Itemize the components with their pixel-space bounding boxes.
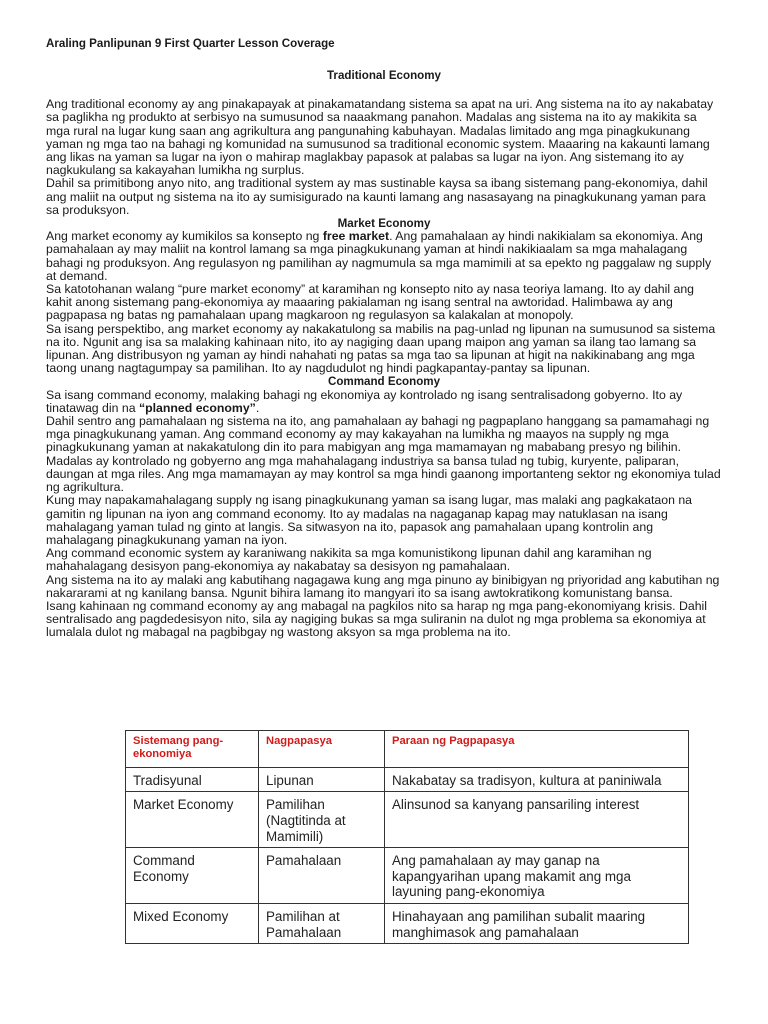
section-title-command: Command Economy — [327, 375, 441, 389]
table-cell: Command Economy — [126, 848, 259, 904]
paragraph: Isang kahinaan ng command economy ay ang mabagal na pagkilos nito sa harap ng mga pang-ekonomiyang krisis. Dahil sentralisado ang pagdedesisyon nito, sila ay nagiging bukas sa mga suliranin na dulot ng mga problema sa ekonomiya at lumalala dulot ng mabagal na pagbibgay ng wastong aksyon sa mga problema na ito. — [46, 598, 708, 640]
table-cell: Market Economy — [126, 792, 259, 848]
table-header-row — [126, 731, 689, 768]
paragraph: Sa katotohanan walang “pure market economy” at karamihan ng konsepto nito ay nasa teoriya lamang. Ito ay dahil ang kahit anong sistemang pang-ekonomiya ay maaaring pakialaman ng isang sentral na awtoridad. Halimbawa ay ang pagpapasa ng batas ng pamahalaan upang magkaroon ng regulasyon sa kalakalan at monopoly. — [46, 282, 695, 323]
paragraph: Kung may napakamahalagang supply ng isang pinagkukunang yaman sa isang lugar, mas malaki ang pagkakataon na gamitin ng lipunan na iyon ang command economy. Ito ay madalas na nagaganap kapag may natuklasan na isang mahalagang yaman tulad ng ginto at langis. Sa sitwasyon na ito, papasok ang pamahalaan upang kontrolin ang mahalagang pinagkukunang yaman na iyon. — [46, 493, 693, 547]
table-cell: Nakabatay sa tradisyon, kultura at paniniwala — [385, 767, 689, 792]
table-cell: Tradisyunal — [126, 767, 259, 792]
paragraph: Ang command economic system ay karaniwang nakikita sa mga komunistikong lipunan dahil ang karamihan ng mahahalagang desisyon pang-ekonomiya ay nakabatay sa desisyon ng pamahalaan. — [46, 546, 652, 574]
document-title: Araling Panlipunan 9 First Quarter Lesson Coverage — [46, 37, 335, 50]
economic-systems-table — [125, 730, 689, 944]
bold-term: free market — [322, 229, 390, 244]
table-cell: Hinahayaan ang pamilihan subalit maaring manghimasok ang pamahalaan — [385, 903, 689, 943]
table-header-cell: Sistemang pang-ekonomiya — [126, 731, 259, 768]
table-cell: Pamahalaan — [259, 848, 385, 904]
paragraph: Dahil sentro ang pamahalaan ng sistema na ito, ang pamahalaan ay bahagi ng pagpaplano hanggang sa pamamahagi ng mga pinagkukunang yaman. Ang command economy ay may kakayahan na lumikha ng maayos na supply ng mga pinagkukunang yaman at nakakatulong din ito para mabigyan ang mga mamamayan ng mababang presyo ng bilihin. Madalas ay kontrolado ng gobyerno ang mga mahahalagang industriya sa bansa tulad ng tubig, kuryente, paliparan, daungan at mga riles. Ang mga mamamayan ay may kontrol sa mga hindi gaanong importanteng sektor ng ekonomiya tulad ng agrikultura. — [46, 414, 721, 495]
paragraph: Ang sistema na ito ay malaki ang kabutihang nagagawa kung ang mga pinuno ay binibigyan ng priyoridad ang kabutihan ng nakararami at ng kanilang bansa. Ngunit bihira lamang ito mangyari ito sa isang awtokratikong komunistang bansa. — [46, 572, 720, 600]
table-row — [126, 848, 689, 904]
table-cell: Lipunan — [259, 767, 385, 792]
paragraph: Ang market economy ay kumikilos sa konsepto ng free market. Ang pamahalaan ay hindi nakikialam sa ekonomiya. Ang pamahalaan ay may maliit na kontrol lamang sa mga pinagkukunang yaman at hindi nakikiaalam sa mga mahalagang bahagi ng produksyon. Ang regulasyon ng pamilihan ay nagmumula sa mga mamimili at sa epekto ng paggalaw ng supply at demand. — [46, 229, 712, 283]
section-title-traditional: Traditional Economy — [326, 69, 442, 82]
table-cell: Pamilihan at Pamahalaan — [259, 903, 385, 943]
table-header-cell: Paraan ng Pagpapasya — [385, 731, 689, 768]
paragraph: Sa isang perspektibo, ang market economy ay nakakatulong sa mabilis na pag-unlad ng lipunan na sumusunod sa sistema na ito. Ngunit ang isa sa malaking kahinaan nito, ito ay nagiging daan upang maipon ang yaman sa ilang tao lamang sa lipunan. Ang distribusyon ng yaman ay hindi nahahati ng patas sa mga tao sa lipunan at higit na nakikinabang ang mga taong unang nagtagumpay sa pamilihan. Ito ay nagdudulot ng hindi pagkapantay-pantay sa lipunan. — [46, 321, 716, 376]
table-cell: Pamilihan (Nagtitinda at Mamimili) — [259, 792, 385, 848]
table-row — [126, 767, 689, 792]
bold-term: “planned economy” — [138, 400, 256, 415]
table-header-cell: Nagpapasya — [259, 731, 385, 768]
table-cell: Ang pamahalaan ay may ganap na kapangyarihan upang makamit ang mga layuning pang-ekonomiya — [385, 848, 689, 904]
paragraph: Sa isang command economy, malaking bahagi ng ekonomiya ay kontrolado ng isang sentralisadong gobyerno. Ito ay tinatawag din na “planned economy”. — [46, 387, 683, 415]
paragraph: Dahil sa primitibong anyo nito, ang traditional system ay mas sustinable kaysa sa ibang sistemang pang-ekonomiya, dahil ang maliit na output ng sistema na ito ay sumisigurado na kaunti lamang ang nasasayang na pinagkukunang yaman para sa produksyon. — [46, 176, 708, 217]
table-cell: Mixed Economy — [126, 903, 259, 943]
table-row — [126, 792, 689, 848]
table-row — [126, 903, 689, 943]
paragraph: Ang traditional economy ay ang pinakapayak at pinakamatandang sistema sa apat na uri. Ang sistema na ito ay nakabatay sa paglikha ng produkto at serbisyo na sumusunod sa naaakmang panahon. Madalas ang sistema na ito ay makikita sa mga rural na lugar kung saan ang agrikultura ang pangunahing kabuhayan. Madalas limitado ang mga pinagkukunang yaman ng mga tao na bahagi ng komunidad na sumusunod sa traditional economic system. Maaaring na kakaunti lamang ang likas na yaman sa lugar na iyon o mahirap maglakbay papasok at palabas sa lugar na iyon. Ang sistemang ito ay nagkukulang sa kakayahan lumikha ng surplus. — [46, 97, 714, 178]
table-cell: Alinsunod sa kanyang pansariling interest — [385, 792, 689, 848]
section-title-market: Market Economy — [337, 217, 431, 231]
